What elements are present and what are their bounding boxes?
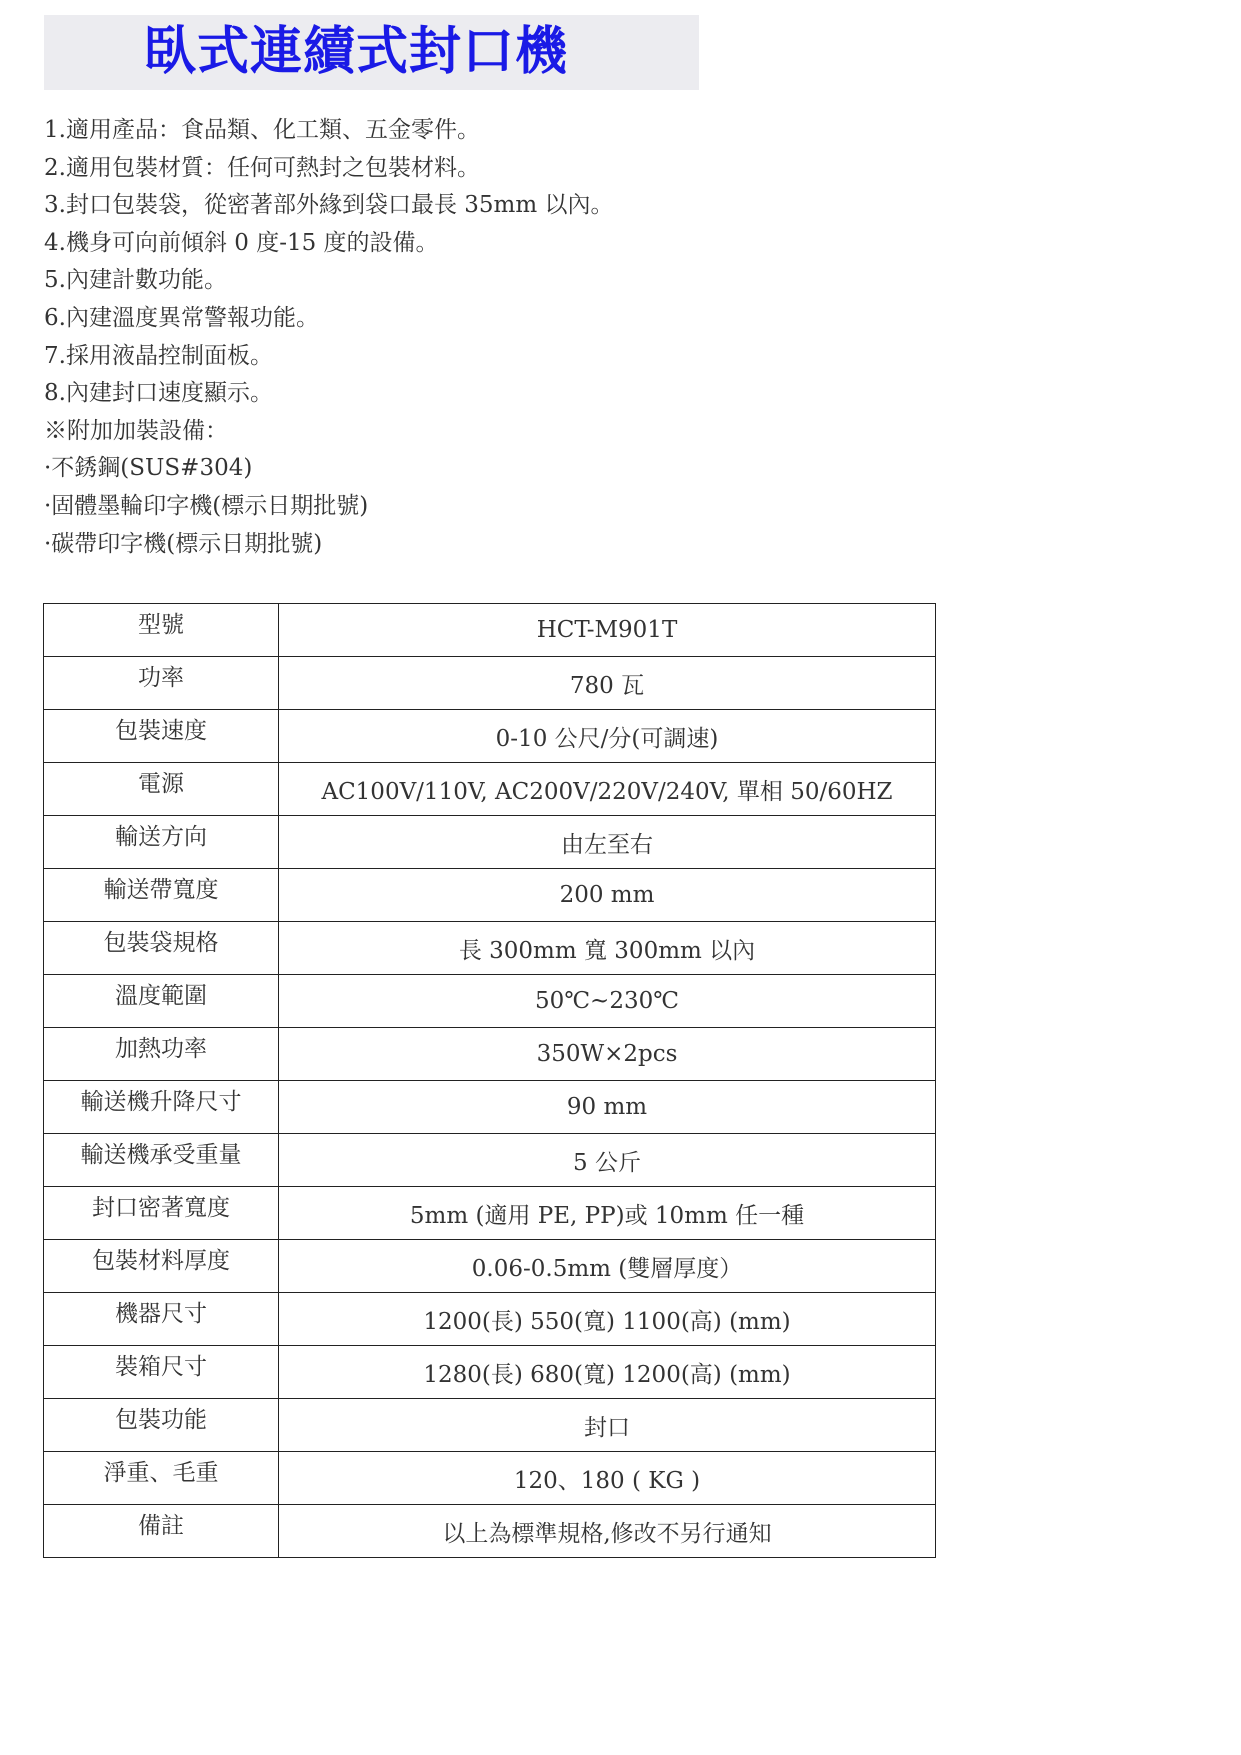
spec-value: 0-10 公尺/分(可調速)	[279, 710, 936, 763]
optional-equipment-item: ·不銹鋼(SUS#304)	[44, 455, 253, 482]
spec-value: 0.06-0.5mm (雙層厚度）	[279, 1240, 936, 1293]
spec-label: 包裝速度	[44, 710, 279, 763]
optional-equipment-item: ·碳帶印字機(標示日期批號)	[44, 530, 323, 557]
table-row	[44, 657, 936, 710]
table-row	[44, 1346, 936, 1399]
spec-value: 封口	[279, 1399, 936, 1452]
feature-item: 1.適用產品：食品類、化工類、五金零件。	[44, 117, 480, 143]
spec-value: AC100V/110V, AC200V/220V/240V, 單相 50/60HZ	[279, 763, 936, 816]
table-row	[44, 869, 936, 922]
table-row	[44, 604, 936, 657]
feature-item: 2.適用包裝材質：任何可熱封之包裝材料。	[44, 154, 480, 181]
spec-label: 輸送方向	[44, 816, 279, 869]
spec-label: 機器尺寸	[44, 1293, 279, 1346]
table-row	[44, 1399, 936, 1452]
spec-value: 長 300mm 寬 300mm 以內	[279, 922, 936, 975]
spec-value: 1200(長) 550(寬) 1100(高) (mm)	[279, 1293, 936, 1346]
spec-value: HCT-M901T	[279, 604, 936, 657]
title-banner	[44, 15, 699, 90]
spec-label: 包裝功能	[44, 1399, 279, 1452]
feature-item: 7.採用液晶控制面板。	[44, 342, 273, 369]
feature-item: 6.內建溫度異常警報功能。	[44, 304, 319, 331]
spec-label: 加熱功率	[44, 1028, 279, 1081]
spec-value: 200 mm	[279, 869, 936, 922]
spec-value: 以上為標準規格,修改不另行通知	[279, 1505, 936, 1558]
table-row	[44, 1293, 936, 1346]
spec-value: 由左至右	[279, 816, 936, 869]
table-row	[44, 1081, 936, 1134]
spec-value: 780 瓦	[279, 657, 936, 710]
spec-value: 50℃~230℃	[279, 975, 936, 1028]
spec-table	[43, 603, 936, 1558]
feature-item: 3.封口包裝袋，從密著部外緣到袋口最長 35mm 以內。	[44, 192, 614, 219]
table-row	[44, 922, 936, 975]
table-row	[44, 710, 936, 763]
spec-value: 5mm (適用 PE, PP)或 10mm 任一種	[279, 1187, 936, 1240]
spec-label: 包裝袋規格	[44, 922, 279, 975]
table-row	[44, 1028, 936, 1081]
spec-value: 350W×2pcs	[279, 1028, 936, 1081]
table-row	[44, 1240, 936, 1293]
optional-equipment-heading: ※附加加裝設備：	[44, 417, 228, 444]
table-row	[44, 1187, 936, 1240]
spec-label: 輸送機升降尺寸	[44, 1081, 279, 1134]
spec-label: 輸送帶寬度	[44, 869, 279, 922]
spec-value: 90 mm	[279, 1081, 936, 1134]
spec-label: 電源	[44, 763, 279, 816]
spec-value: 120、180 ( KG )	[279, 1452, 936, 1505]
spec-label: 輸送機承受重量	[44, 1134, 279, 1187]
spec-label: 包裝材料厚度	[44, 1240, 279, 1293]
feature-list	[44, 112, 613, 563]
spec-label: 淨重、毛重	[44, 1452, 279, 1505]
page-title: 臥式連續式封口機	[144, 22, 569, 82]
spec-label: 功率	[44, 657, 279, 710]
spec-label: 溫度範圍	[44, 975, 279, 1028]
table-row	[44, 1452, 936, 1505]
spec-value: 1280(長) 680(寬) 1200(高) (mm)	[279, 1346, 936, 1399]
spec-label: 備註	[44, 1505, 279, 1558]
spec-label: 封口密著寬度	[44, 1187, 279, 1240]
table-row	[44, 816, 936, 869]
table-row	[44, 975, 936, 1028]
spec-value: 5 公斤	[279, 1134, 936, 1187]
table-row	[44, 1134, 936, 1187]
feature-item: 4.機身可向前傾斜 0 度-15 度的設備。	[44, 229, 439, 256]
table-row	[44, 1505, 936, 1558]
feature-item: 5.內建計數功能。	[44, 267, 227, 294]
spec-label: 型號	[44, 604, 279, 657]
optional-equipment-item: ·固體墨輪印字機(標示日期批號)	[44, 492, 369, 519]
feature-item: 8.內建封口速度顯示。	[44, 380, 273, 407]
table-row	[44, 763, 936, 816]
spec-label: 裝箱尺寸	[44, 1346, 279, 1399]
